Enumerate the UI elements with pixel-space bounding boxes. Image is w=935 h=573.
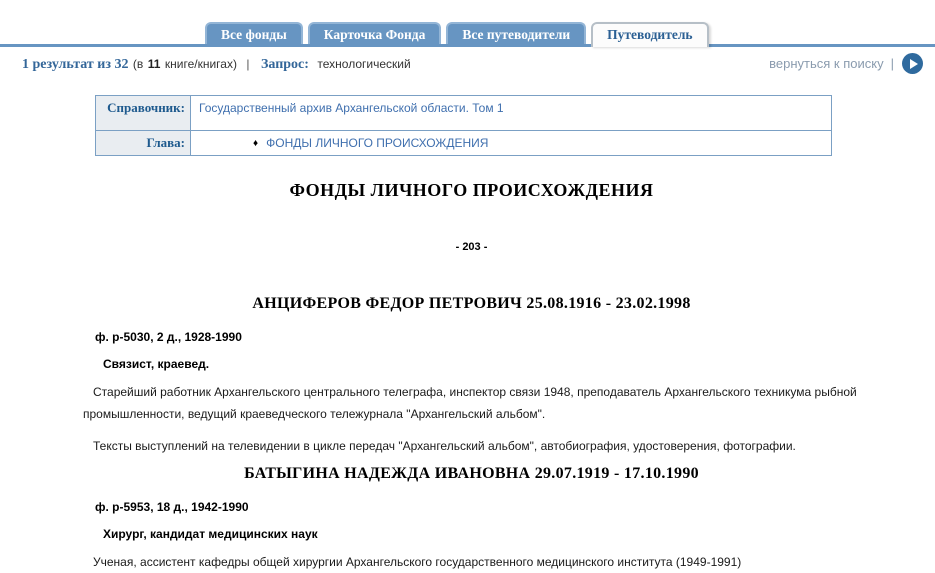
next-result-button[interactable] — [902, 53, 923, 74]
back-to-search-link[interactable]: вернуться к поиску — [769, 56, 884, 71]
entry-paragraph: Старейший работник Архангельского центрального телеграфа, инспектор связи 1948, преподаватель Архангельского техникума рыбной промышленности, ведущий краеведческого тележурнала "Архангельский альбом". — [83, 385, 857, 421]
document-title: ФОНДЫ ЛИЧНОГО ПРОИСХОЖДЕНИЯ — [289, 180, 654, 200]
query-label: Запрос: — [261, 56, 309, 72]
books-suffix: книге/книгах) — [164, 56, 237, 71]
results-actions — [769, 53, 923, 74]
tab-fund-card[interactable]: Карточка Фонда — [308, 22, 442, 44]
guide-value-cell — [191, 96, 832, 131]
results-summary — [22, 55, 411, 73]
diamond-bullet-icon: ♦ — [253, 138, 259, 149]
tab-all-funds[interactable]: Все фонды — [205, 22, 303, 44]
table-row-guide — [96, 96, 832, 131]
books-count: 11 — [147, 56, 161, 71]
tabs-strip — [205, 22, 709, 44]
query-value: технологический — [317, 56, 411, 71]
guide-info-table — [95, 95, 832, 156]
books-prefix: (в — [132, 56, 144, 71]
chapter-value-cell — [191, 131, 832, 156]
entry-subtitle: Связист, краевед. — [103, 357, 210, 371]
page-number: - 203 - — [455, 241, 488, 253]
guide-title-link[interactable]: Государственный архив Архангельской области. Том 1 — [199, 101, 504, 115]
result-count: 1 результат из 32 — [22, 56, 129, 72]
entry-heading-antsiferov: АНЦИФЕРОВ ФЕДОР ПЕТРОВИЧ 25.08.1916 - 23.02.1998 — [252, 295, 691, 312]
chapter-link[interactable]: ФОНДЫ ЛИЧНОГО ПРОИСХОЖДЕНИЯ — [266, 136, 489, 150]
results-bar — [0, 47, 935, 80]
guide-label: Справочник: — [96, 96, 191, 131]
tab-bar — [0, 0, 935, 47]
tab-all-guides[interactable]: Все путеводители — [446, 22, 586, 44]
tab-guide-active[interactable]: Путеводитель — [591, 22, 708, 47]
divider: | — [890, 56, 894, 71]
entry-paragraph: Тексты выступлений на телевидении в цикле передач "Архангельский альбом", автобиография, удостоверения, фотографии. — [93, 439, 796, 453]
entry-subtitle: Хирург, кандидат медицинских наук — [103, 527, 318, 541]
fund-reference: ф. р-5030, 2 д., 1928-1990 — [95, 330, 242, 344]
play-icon — [910, 59, 918, 69]
chapter-label: Глава: — [96, 131, 191, 156]
separator: | — [246, 56, 250, 71]
document-content — [0, 180, 935, 573]
table-row-chapter — [96, 131, 832, 156]
entry-paragraph: Ученая, ассистент кафедры общей хирургии Архангельского государственного медицинского института (1949-1991) — [93, 555, 742, 569]
entry-heading-batygina: БАТЫГИНА НАДЕЖДА ИВАНОВНА 29.07.1919 - 17.10.1990 — [244, 465, 699, 482]
tab-underline — [0, 44, 935, 47]
fund-reference: ф. р-5953, 18 д., 1942-1990 — [95, 500, 249, 514]
